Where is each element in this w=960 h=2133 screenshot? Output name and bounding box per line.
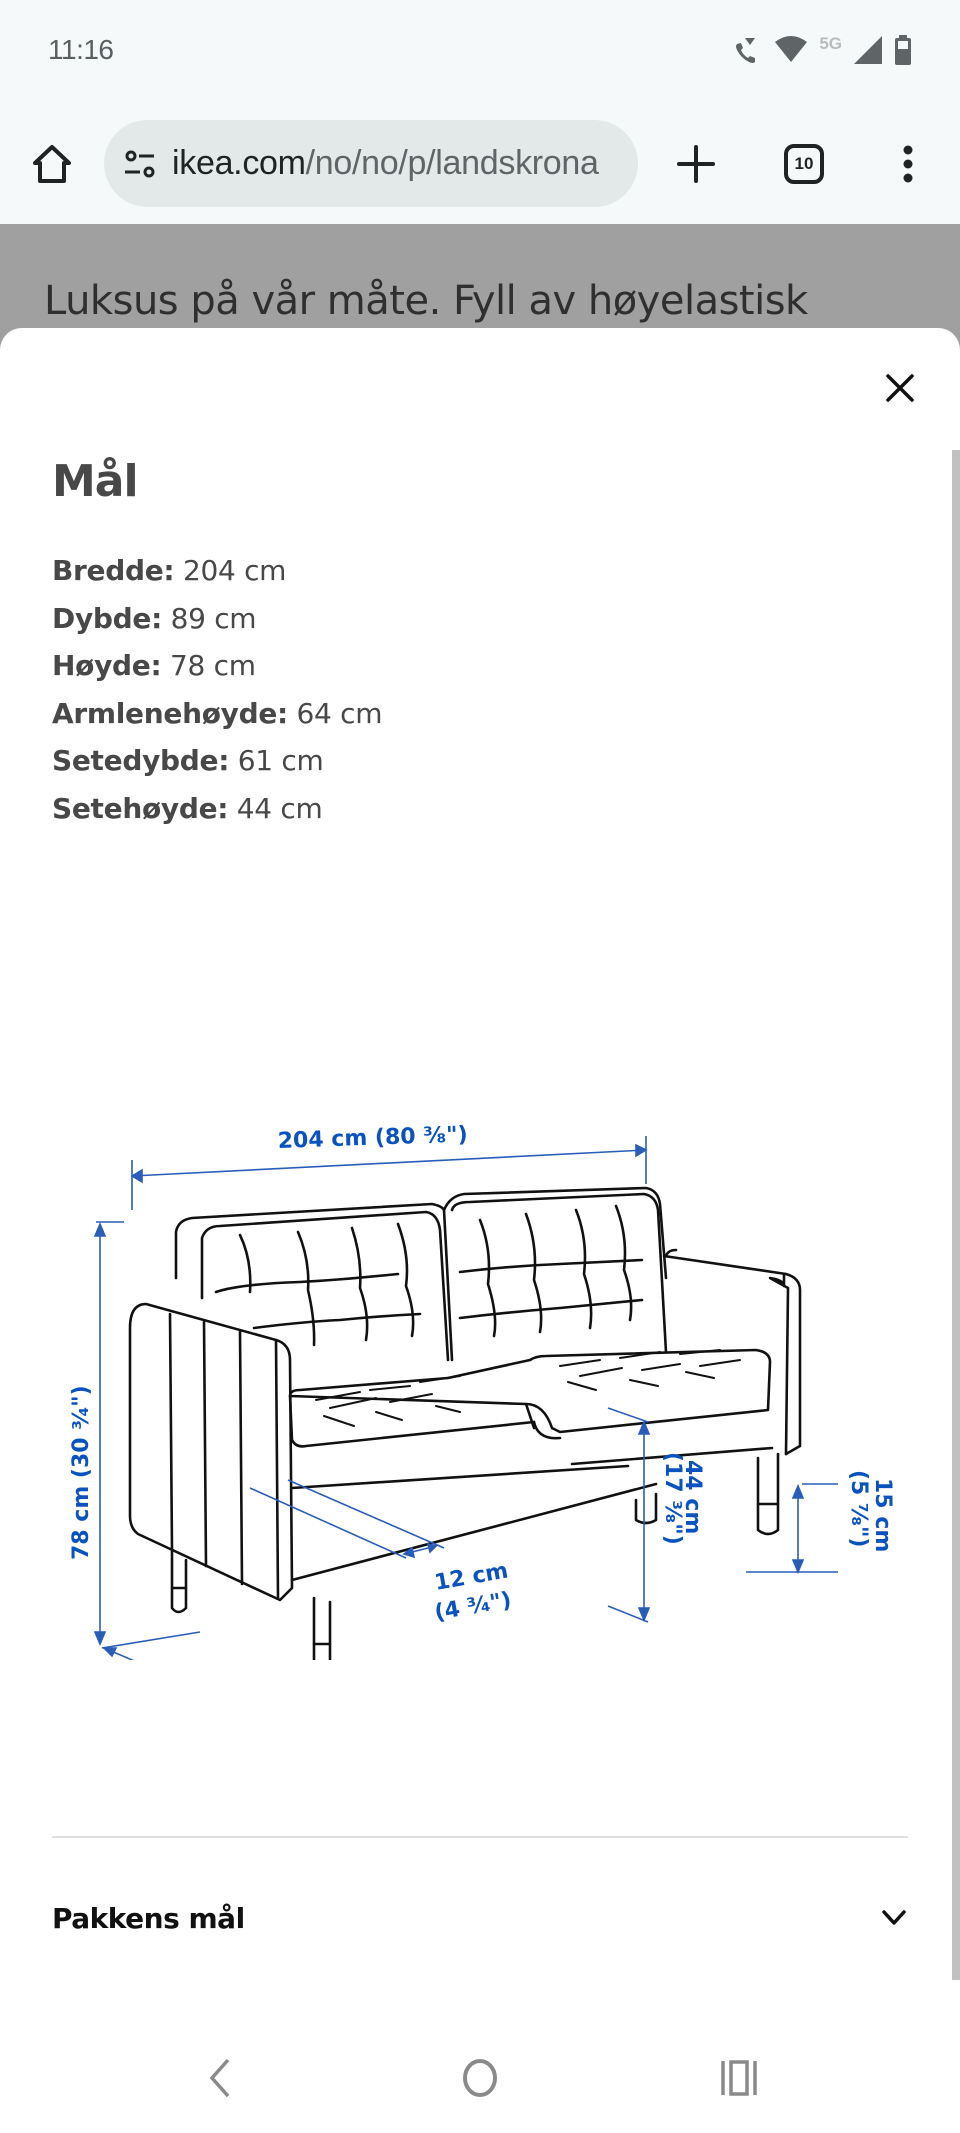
sheet-scrollbar[interactable]: [952, 450, 960, 1980]
browser-toolbar: [0, 100, 960, 224]
browser-menu-button[interactable]: [880, 136, 936, 192]
sofa-dimension-diagram: [40, 1060, 920, 1660]
url-domain: ikea.com: [172, 144, 306, 182]
dimension-item-armrest-height: [52, 697, 382, 745]
dimension-value: 64 cm: [296, 696, 383, 730]
dimension-label: Bredde:: [52, 554, 175, 587]
sheet-title: Mål: [52, 456, 138, 507]
dimensions-list: [52, 554, 382, 839]
status-bar: [0, 0, 960, 100]
tab-switcher-icon: [784, 144, 824, 184]
package-dimensions-accordion[interactable]: [52, 1878, 908, 1958]
tune-icon[interactable]: [122, 146, 158, 182]
plus-icon: [677, 145, 715, 183]
back-icon: [208, 2058, 232, 2098]
chevron-down-icon: [880, 1908, 908, 1928]
dimension-item-seat-depth: [52, 744, 382, 792]
nav-home-button[interactable]: [448, 2046, 512, 2110]
status-icons: [733, 34, 912, 66]
tab-switcher-button[interactable]: [776, 136, 832, 192]
close-icon: [885, 373, 915, 403]
seat-height-cm-label: 44 cm: [680, 1460, 705, 1535]
cellular-signal-icon: [854, 36, 882, 64]
system-nav-bar: [0, 2006, 960, 2133]
nav-back-button[interactable]: [188, 2046, 252, 2110]
dimension-value: 61 cm: [237, 744, 324, 777]
home-circle-icon: [460, 2058, 500, 2098]
dimension-item-width: [52, 554, 382, 602]
dimension-label: Setehøyde:: [52, 791, 229, 825]
dimension-value: 89 cm: [170, 601, 257, 635]
wifi-calling-icon: [733, 34, 763, 66]
dimension-value: 204 cm: [182, 554, 287, 587]
dimension-value: 44 cm: [236, 791, 323, 825]
leg-height-cm-label: 15 cm: [870, 1478, 895, 1553]
armrest-cm-label: 12 cm: [432, 1558, 511, 1596]
height-label: 78 cm (30 ³⁄₄"): [69, 1385, 94, 1560]
width-label: 204 cm (80 ³⁄₈"): [277, 1122, 469, 1154]
seat-height-in-label: (17 ³⁄₈"): [660, 1452, 685, 1545]
dimension-value: 78 cm: [169, 649, 256, 682]
dimension-item-depth: [52, 602, 382, 650]
home-icon: [31, 143, 73, 185]
accordion-label: Pakkens mål: [52, 1901, 245, 1935]
nav-recents-button[interactable]: [707, 2046, 771, 2110]
dimension-label: Høyde:: [52, 649, 162, 682]
dimensions-sheet: [0, 328, 960, 2006]
address-bar[interactable]: [104, 120, 638, 207]
dimension-item-height: [52, 649, 382, 697]
leg-height-in-label: (5 ⁷⁄₈"): [846, 1470, 871, 1548]
recents-icon: [719, 2058, 759, 2098]
armrest-in-label: (4 ³⁄₄"): [432, 1587, 514, 1626]
url-text: [172, 144, 599, 183]
dimension-label: Dybde:: [52, 601, 162, 635]
network-type-label: 5G: [819, 34, 842, 53]
dimension-labels: [69, 1122, 895, 1660]
status-time: 11:16: [48, 34, 114, 65]
wifi-icon: [775, 36, 807, 64]
home-button[interactable]: [24, 136, 80, 192]
close-button[interactable]: [876, 364, 924, 412]
tab-count: 10: [794, 154, 814, 173]
dimension-item-seat-height: [52, 792, 382, 840]
dimension-label: Setedybde:: [52, 744, 230, 777]
dimension-label: Armlenehøyde:: [52, 696, 288, 730]
more-vert-icon: [902, 145, 914, 183]
battery-icon: [894, 35, 912, 65]
section-divider: [52, 1836, 908, 1838]
new-tab-button[interactable]: [668, 136, 724, 192]
product-description-text: Luksus på vår måte. Fyll av høyelastisk: [44, 278, 808, 324]
url-path: /no/no/p/landskrona: [305, 144, 599, 182]
